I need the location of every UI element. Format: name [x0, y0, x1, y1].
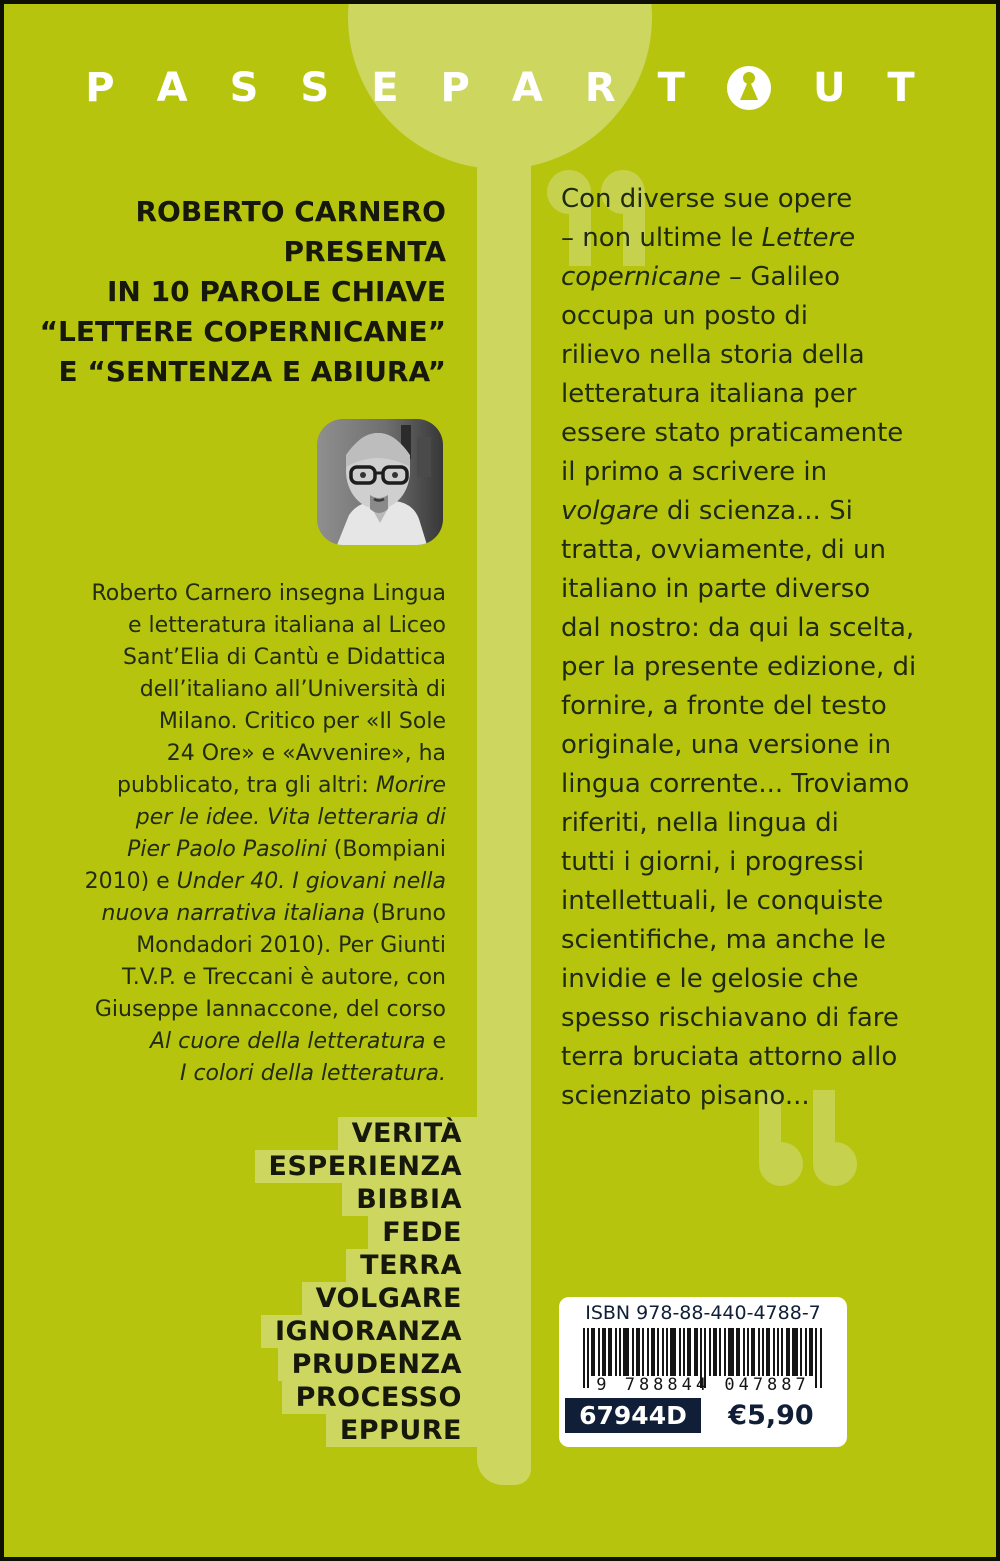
barcode-bar: [670, 1328, 676, 1376]
quote-line: lingua corrente... Troviamo: [561, 769, 910, 799]
barcode-bar: [608, 1328, 612, 1376]
barcode-bar: [647, 1328, 649, 1376]
barcode-bar: [687, 1328, 691, 1376]
barcode-bar: [762, 1328, 764, 1376]
barcode-bar: [598, 1328, 600, 1376]
title-letter: P: [440, 65, 470, 111]
title-letter: A: [156, 65, 188, 111]
bio-line: 24 Ore» e «Avvenire», ha: [166, 741, 446, 766]
quote-line: tutti i giorni, i progressi: [561, 847, 865, 877]
keyword-item: PROCESSO: [282, 1381, 526, 1414]
barcode-bar: [809, 1328, 813, 1376]
presenter-header: [4, 192, 446, 392]
author-photo: [317, 419, 443, 545]
keyword-item: PRUDENZA: [278, 1348, 526, 1381]
isbn-card-row: [565, 1398, 841, 1433]
quote-line: intellettuali, le conquiste: [561, 886, 884, 916]
series-title: [4, 66, 996, 110]
quote-line: riferiti, nella lingua di: [561, 808, 839, 838]
barcode-bar: [642, 1328, 644, 1376]
quote-line: rilievo nella storia della: [561, 340, 865, 370]
barcode-bar: [657, 1328, 659, 1376]
barcode-bar: [728, 1328, 734, 1376]
barcode-bar: [632, 1328, 634, 1376]
quote-line: scientifiche, ma anche le: [561, 925, 886, 955]
barcode-bar: [724, 1328, 726, 1376]
quote-line: spesso rischiavano di fare: [561, 1003, 899, 1033]
title-letter: P: [85, 65, 115, 111]
quote-line: il primo a scrivere in: [561, 457, 828, 487]
isbn-digits: 9 788844 047887: [596, 1375, 810, 1395]
title-letter: S: [229, 65, 259, 111]
bio-line: dell’italiano all’Università di: [139, 677, 446, 702]
keyword-item: BIBBIA: [342, 1183, 526, 1216]
keyword-item: IGNORANZA: [261, 1315, 526, 1348]
bio-line: Milano. Critico per «Il Sole: [158, 709, 446, 734]
barcode-bar: [736, 1328, 740, 1376]
quote-line: terra bruciata attorno allo: [561, 1042, 898, 1072]
presenter-header-line: E “SENTENZA E ABIURA”: [58, 355, 446, 388]
barcode-bar: [766, 1328, 770, 1376]
barcode-bar: [709, 1328, 711, 1376]
quote-line: italiano in parte diverso: [561, 574, 871, 604]
bio-line: Mondadori 2010). Per Giunti: [136, 933, 446, 958]
barcode-bar: [602, 1328, 606, 1376]
quote-line: Con diverse sue opere: [561, 184, 853, 214]
quote-line: fornire, a fronte del testo: [561, 691, 887, 721]
barcode-bar: [758, 1328, 760, 1376]
barcode-bar: [623, 1328, 629, 1376]
barcode-bar: [666, 1328, 668, 1376]
edition-code: 67944D: [565, 1398, 701, 1433]
barcode-bar: [800, 1328, 802, 1376]
keyword-item: EPPURE: [326, 1414, 526, 1447]
keyword-item: FEDE: [368, 1216, 526, 1249]
isbn-card: [559, 1297, 847, 1447]
barcode: [565, 1328, 841, 1378]
barcode-bar: [747, 1328, 749, 1376]
bio-line: pubblicato, tra gli altri: Morire: [116, 773, 446, 798]
title-letter: E: [371, 65, 399, 111]
quote-line: occupa un posto di: [561, 301, 808, 331]
bio-line: e letteratura italiana al Liceo: [128, 613, 446, 638]
barcode-bar: [713, 1328, 717, 1376]
presenter-header-line: IN 10 PAROLE CHIAVE: [107, 275, 446, 308]
keyword-item: ESPERIENZA: [255, 1150, 526, 1183]
quote-line: scienziato pisano...: [561, 1081, 810, 1111]
quote-line: volgare di scienza... Si: [561, 496, 853, 526]
barcode-bar: [662, 1328, 664, 1376]
barcode-bar: [719, 1328, 721, 1376]
keyword-list: [255, 1117, 526, 1447]
keyword-item: VERITÀ: [338, 1117, 526, 1150]
barcode-bar: [781, 1328, 783, 1376]
bio-line: Giuseppe Iannaccone, del corso: [94, 997, 446, 1022]
quote-line: copernicane – Galileo: [561, 262, 840, 292]
keyword-item: VOLGARE: [302, 1282, 526, 1315]
bio-line: Pier Paolo Pasolini (Bompiani: [127, 837, 446, 862]
presenter-header-line: “LETTERE COPERNICANE”: [39, 315, 446, 348]
title-letter: R: [584, 65, 616, 111]
title-letter: A: [511, 65, 543, 111]
barcode-bar: [615, 1328, 617, 1376]
quote-line: tratta, ovviamente, di un: [561, 535, 886, 565]
bio-line: Al cuore della letteratura e: [149, 1029, 446, 1054]
barcode-bar: [792, 1328, 798, 1376]
barcode-bar: [619, 1328, 621, 1376]
bio-line: Roberto Carnero insegna Lingua: [91, 581, 446, 606]
quote-line: dal nostro: da qui la scelta,: [561, 613, 915, 643]
barcode-bar: [683, 1328, 685, 1376]
author-bio: [4, 578, 446, 1090]
title-letter: T: [657, 65, 685, 111]
barcode-bar: [786, 1328, 790, 1376]
bio-line: I colori della letteratura.: [179, 1061, 446, 1086]
presenter-header-line: PRESENTA: [283, 235, 446, 268]
quote-line: originale, una versione in: [561, 730, 892, 760]
bio-line: per le idee. Vita letteraria di: [135, 805, 446, 830]
barcode-bar: [636, 1328, 640, 1376]
barcode-bar: [777, 1328, 779, 1376]
bio-line: T.V.P. e Treccani è autore, con: [121, 965, 446, 990]
barcode-bar: [751, 1328, 755, 1376]
quote-line: invidie e le gelosie che: [561, 964, 859, 994]
title-letter: T: [887, 65, 915, 111]
barcode-bar: [694, 1328, 698, 1376]
author-portrait-image: [317, 419, 443, 545]
presenter-header-line: ROBERTO CARNERO: [135, 195, 446, 228]
title-letter: U: [812, 65, 846, 111]
bio-line: Sant’Elia di Cantù e Didattica: [123, 645, 446, 670]
barcode-bar: [773, 1328, 775, 1376]
bio-line: 2010) e Under 40. I giovani nella: [84, 869, 446, 894]
quote-line: letteratura italiana per: [561, 379, 857, 409]
price: €5,90: [701, 1398, 841, 1433]
barcode-bar: [679, 1328, 681, 1376]
keyhole-icon: [727, 66, 771, 110]
barcode-bar: [805, 1328, 807, 1376]
isbn-label: ISBN 978-88-440-4788-7: [585, 1302, 821, 1324]
keyword-item: TERRA: [346, 1249, 526, 1282]
quote-line: essere stato praticamente: [561, 418, 904, 448]
quote-line: – non ultime le Lettere: [561, 223, 856, 253]
quote-text: [561, 180, 916, 1116]
title-letter: S: [300, 65, 330, 111]
bio-line: nuova narrativa italiana (Bruno: [101, 901, 446, 926]
barcode-bar: [651, 1328, 655, 1376]
barcode-bar: [591, 1328, 595, 1376]
quote-line: per la presente edizione, di: [561, 652, 917, 682]
barcode-bar: [743, 1328, 745, 1376]
